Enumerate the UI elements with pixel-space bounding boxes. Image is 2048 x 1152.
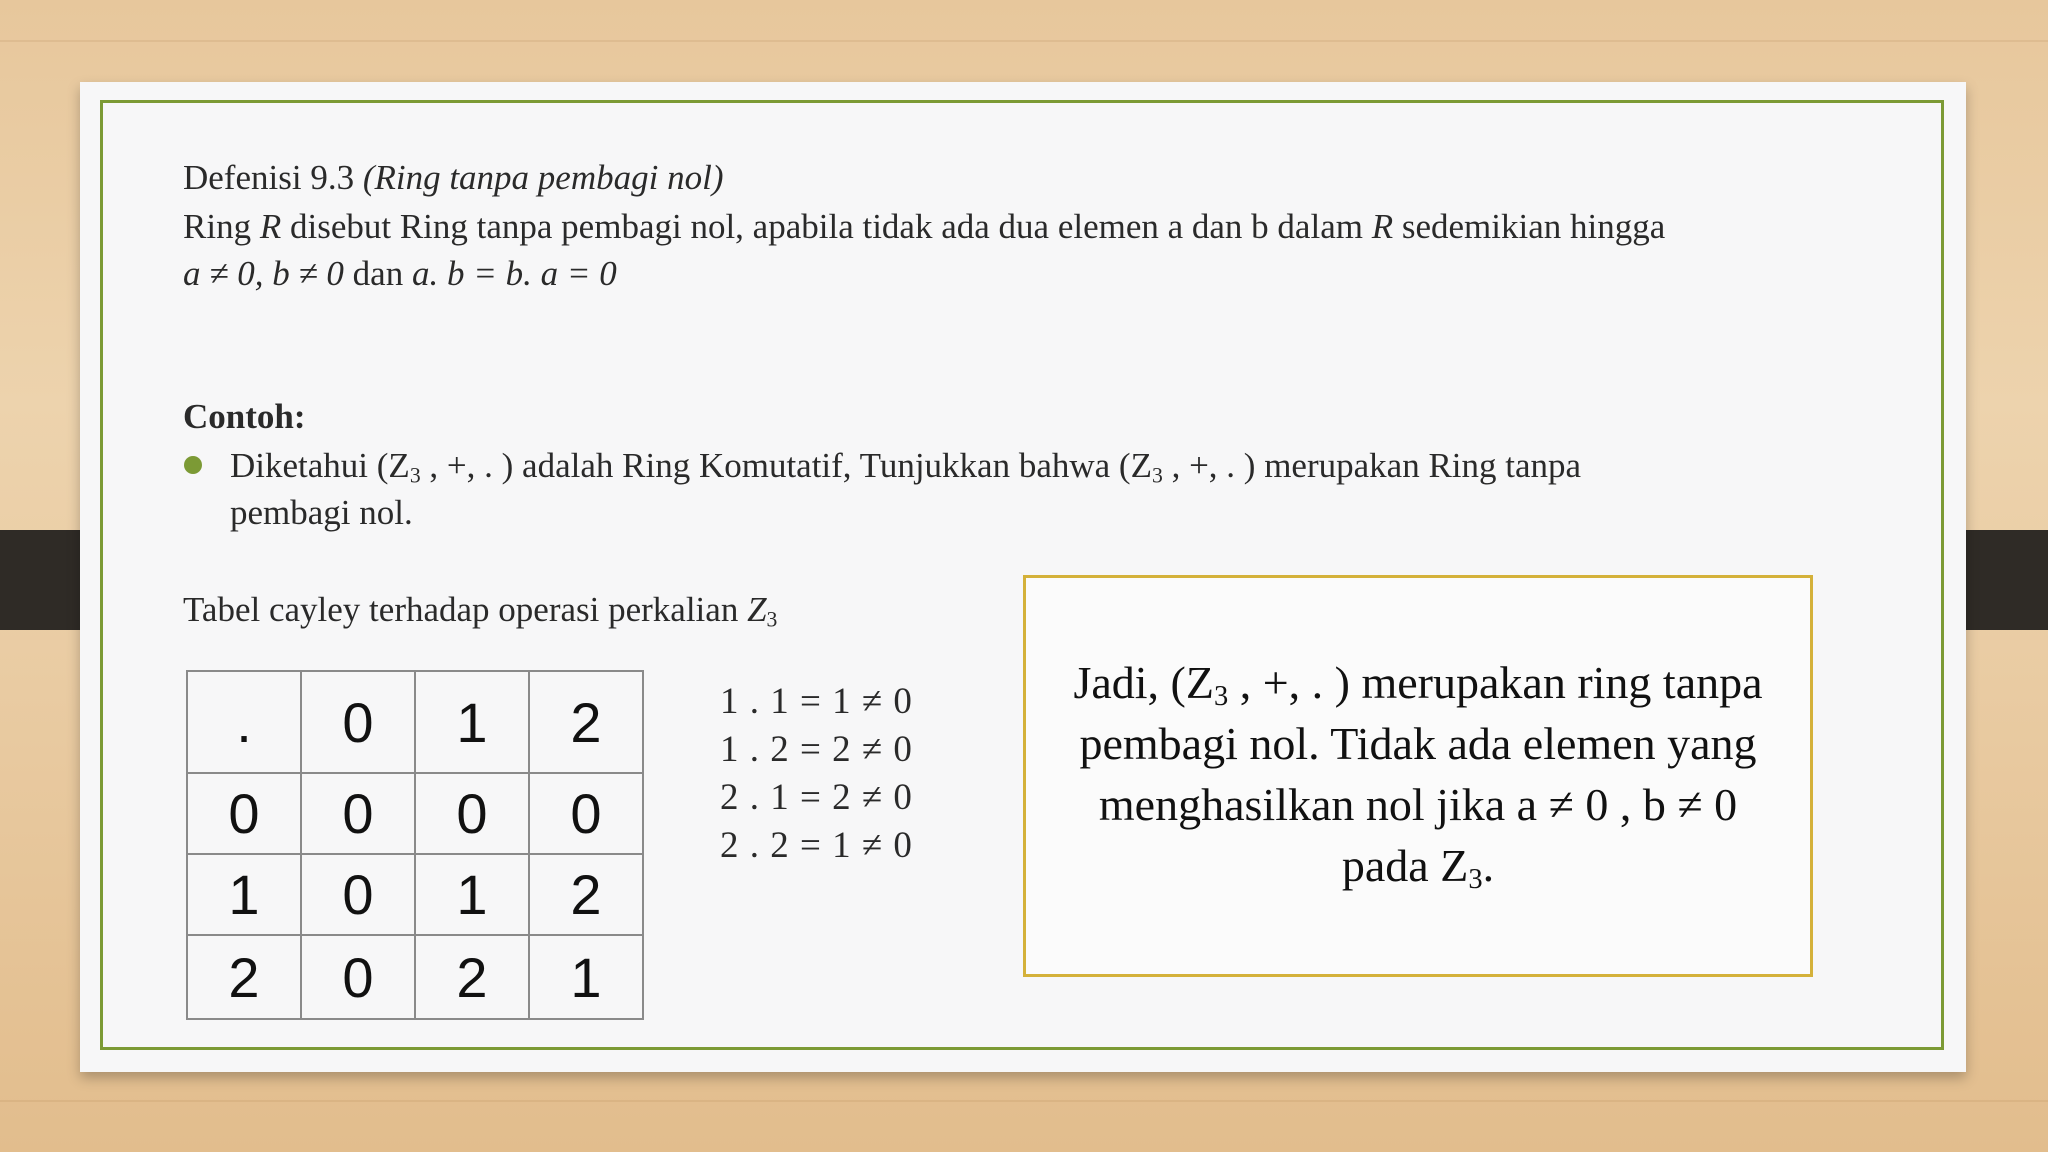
conclusion-line-4: pada $Z_3$. <box>1341 840 1495 896</box>
example-bullet-line-2: pembagi nol. <box>230 493 413 532</box>
table-cell: 0 <box>415 773 529 854</box>
table-cell: 2 <box>415 935 529 1019</box>
table-cell: . <box>187 671 301 773</box>
example-label: Contoh: <box>183 397 306 436</box>
table-header-row <box>187 671 643 773</box>
table-cell: 0 <box>301 935 415 1019</box>
table-cell: 1 <box>187 854 301 935</box>
definition-heading: Defenisi 9.3 (Ring tanpa pembagi nol) <box>183 158 724 197</box>
equation-line: 1 . 2 = 2 ≠ 0 <box>720 729 913 770</box>
table-cell: 2 <box>187 935 301 1019</box>
conclusion-box <box>1023 575 1813 977</box>
table-cell: 1 <box>415 854 529 935</box>
table-cell: 2 <box>529 854 643 935</box>
equation-line: 1 . 1 = 1 ≠ 0 <box>720 681 913 722</box>
conclusion-line-2: pembagi nol. Tidak ada elemen yang <box>1079 718 1757 769</box>
equation-line: 2 . 2 = 1 ≠ 0 <box>720 825 913 866</box>
table-cell: 0 <box>301 773 415 854</box>
definition-line-2: a ≠ 0, b ≠ 0 dan a. b = b. a = 0 <box>183 254 617 293</box>
conclusion-line-3: menghasilkan nol jika a ≠ 0 , b ≠ 0 <box>1098 779 1738 830</box>
table-caption: Tabel cayley terhadap operasi perkalian $Z_3$ <box>183 590 778 632</box>
table-cell: 1 <box>415 671 529 773</box>
table-cell: 0 <box>529 773 643 854</box>
table-cell: 0 <box>301 854 415 935</box>
table-row <box>187 773 643 854</box>
wood-grain <box>0 1100 2048 1102</box>
table-cell: 1 <box>529 935 643 1019</box>
example-bullet-line-1: Diketahui ($Z_3$ , +, . ) adalah Ring Komutatif, Tunjukkan bahwa ($Z_3$ , +, . ) merupakan Ring tanpa <box>230 446 1582 488</box>
bullet-icon <box>184 456 202 474</box>
equation-line: 2 . 1 = 2 ≠ 0 <box>720 777 913 818</box>
table-cell: 0 <box>301 671 415 773</box>
table-row <box>187 854 643 935</box>
table-cell: 2 <box>529 671 643 773</box>
table-cell: 0 <box>187 773 301 854</box>
conclusion-line-1: Jadi, ($Z_3$ , +, . ) merupakan ring tanpa <box>1073 657 1763 713</box>
wood-grain <box>0 40 2048 42</box>
cayley-table <box>186 670 644 1020</box>
table-row <box>187 935 643 1019</box>
definition-line-1: Ring R disebut Ring tanpa pembagi nol, apabila tidak ada dua elemen a dan b dalam R sedemikian hingga <box>183 207 1666 246</box>
